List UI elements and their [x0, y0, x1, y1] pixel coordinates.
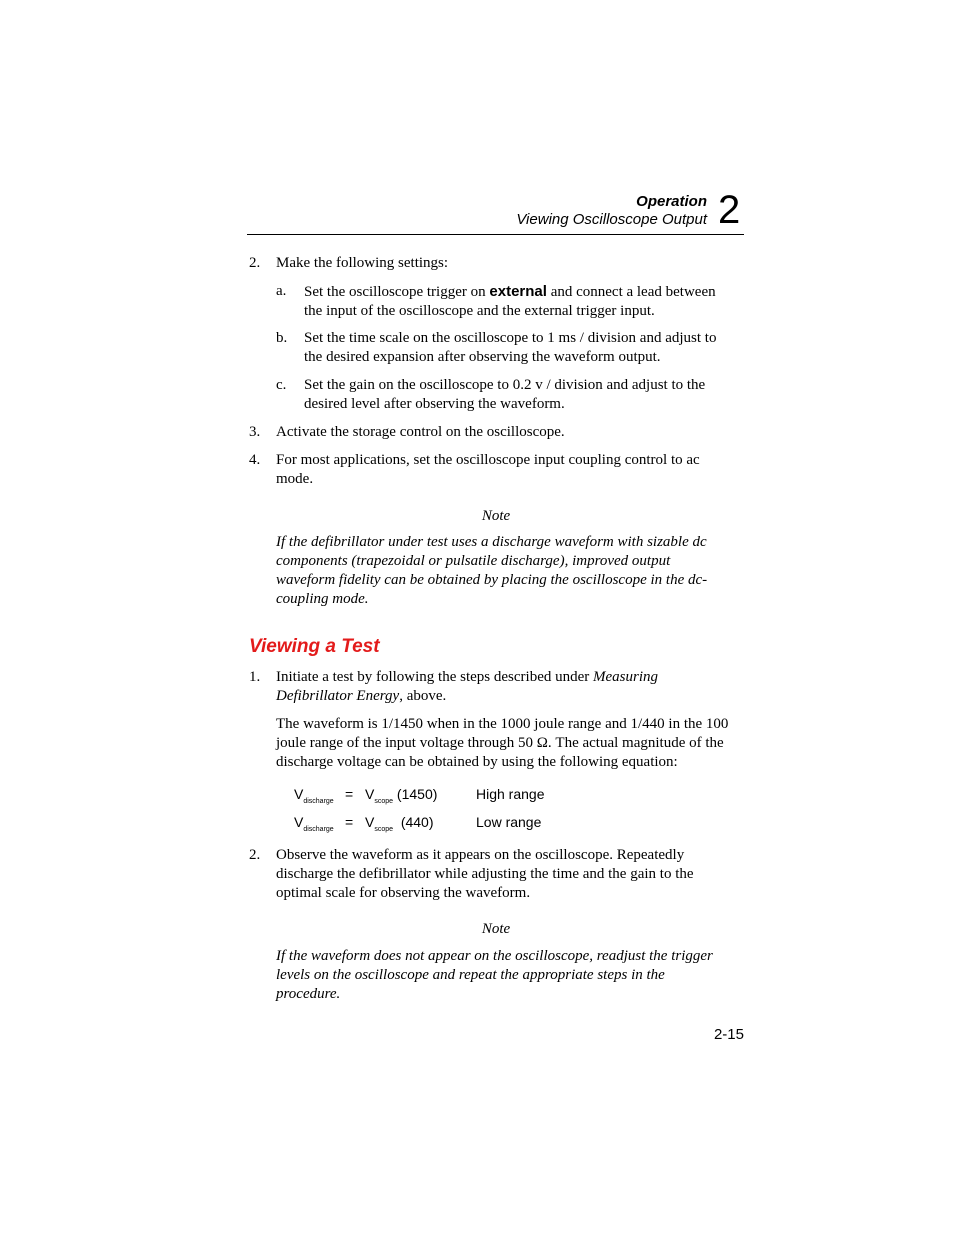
substep-text	[304, 282, 736, 321]
header-divider	[247, 234, 744, 235]
cross-reference: Measuring Defibrillator Energy	[276, 669, 658, 704]
step-text	[276, 668, 696, 706]
lhs-subscript: discharge	[303, 798, 334, 805]
substep-text-before: Set the oscilloscope trigger on	[304, 284, 490, 300]
rhs-factor: (440)	[400, 814, 434, 830]
equals-sign: =	[345, 814, 354, 830]
note-heading: Note	[481, 508, 511, 524]
step-number: 3.	[249, 424, 261, 440]
header-section-title: Operation	[636, 193, 707, 210]
rhs-term	[365, 814, 434, 838]
step-text: Observe the waveform as it appears on the oscilloscope. Repeatedly discharge the defibrillator while adjusting the time and the gain to the optimal scale for observing the waveform.	[276, 847, 694, 901]
rhs-symbol: V	[365, 814, 375, 830]
rhs-symbol: V	[365, 786, 375, 802]
note-heading: Note	[481, 921, 511, 937]
range-label: Low range	[476, 814, 542, 830]
range-label: High range	[476, 786, 545, 802]
step-number: 2.	[249, 255, 261, 271]
step-number: 2.	[249, 847, 261, 863]
note-body: If the defibrillator under test uses a discharge waveform with sizable dc components (trapezoidal or pulsatile discharge), improved output waveform fidelity can be obtained by placing the oscilloscope in the dc-coupling mode.	[276, 534, 708, 607]
equals-sign: =	[345, 786, 354, 802]
step-text-after: , above.	[399, 688, 447, 704]
body-paragraph: The waveform is 1/1450 when in the 1000 joule range and 1/440 in the 100 joule range of the input voltage through 50 Ω. The actual magnitude of the discharge voltage can be obtained by using the following equation:	[276, 716, 729, 770]
step-number: 1.	[249, 669, 261, 685]
chapter-number: 2	[718, 188, 741, 232]
substep-letter: b.	[276, 330, 288, 346]
step-text: For most applications, set the oscilloscope input coupling control to ac mode.	[276, 452, 700, 487]
step-number: 4.	[249, 452, 261, 468]
substep-text: Set the time scale on the oscilloscope to 1 ms / division and adjust to the desired expansion after observing the waveform output.	[304, 330, 717, 365]
lhs-subscript: discharge	[303, 826, 334, 833]
step-text: Make the following settings:	[276, 255, 449, 271]
equation-row	[294, 814, 334, 838]
step-text: Activate the storage control on the oscilloscope.	[276, 424, 565, 440]
header-subsection-title: Viewing Oscilloscope Output	[516, 211, 707, 228]
note-body: If the waveform does not appear on the oscilloscope, readjust the trigger levels on the oscilloscope and repeat the appropriate steps in the procedure.	[276, 948, 713, 1002]
rhs-factor: (1450)	[396, 786, 438, 802]
substep-letter: c.	[276, 377, 287, 393]
substep-letter: a.	[276, 283, 287, 299]
section-heading: Viewing a Test	[249, 636, 380, 657]
substep-text: Set the gain on the oscilloscope to 0.2 v / division and adjust to the desired level after observing the waveform.	[304, 377, 706, 412]
page-number: 2-15	[713, 1026, 744, 1043]
lhs-symbol: V	[294, 814, 304, 830]
rhs-subscript: scope	[374, 826, 394, 833]
rhs-term	[365, 786, 437, 810]
equation-row	[294, 786, 334, 810]
rhs-subscript: scope	[374, 798, 394, 805]
substep-text-after: and connect a lead between the input of the oscilloscope and the external trigger input.	[304, 284, 716, 319]
lhs-symbol: V	[294, 786, 304, 802]
step-text-before: Initiate a test by following the steps described under	[276, 669, 593, 685]
keyword-external: external	[489, 283, 547, 300]
